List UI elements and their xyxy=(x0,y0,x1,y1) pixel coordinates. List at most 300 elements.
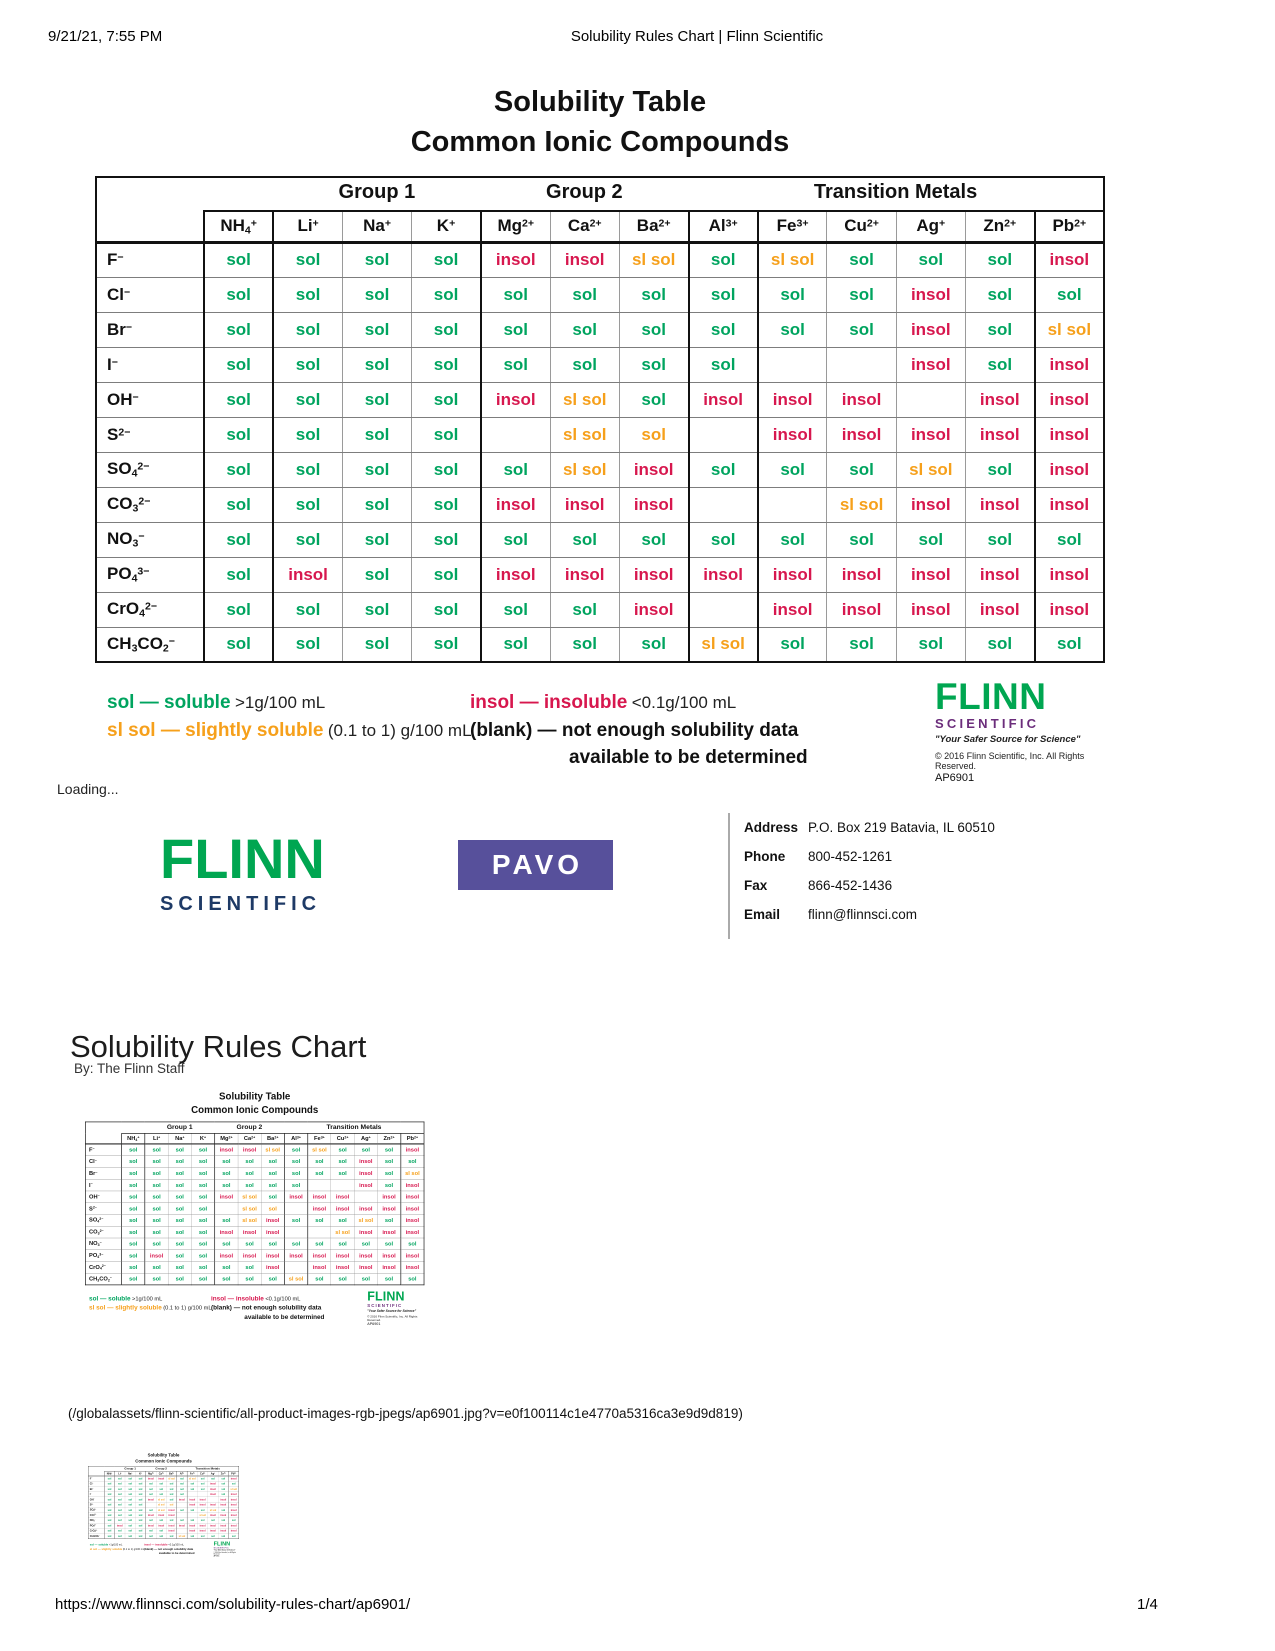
group-label: Transition Metals xyxy=(326,1123,382,1131)
solubility-cell: sol xyxy=(377,1179,400,1191)
solubility-cell: sol xyxy=(354,1238,377,1250)
anion-label: CrO$_4^{2-}$ xyxy=(85,1261,121,1273)
solubility-cell: insol xyxy=(208,1523,218,1528)
solubility-cell: sol xyxy=(125,1523,135,1528)
product-image-link[interactable]: (/globalassets/flinn-scientific/all-product-images-rgb-jpegs/ap6901.jpg?v=e0f100114c1e4770a5316ca3e9d9d819) xyxy=(68,1406,743,1421)
solubility-cell: sol xyxy=(146,1507,156,1512)
product-image-thumbnail-small[interactable] xyxy=(88,1452,241,1559)
solubility-cell: sol xyxy=(168,1191,191,1203)
solubility-chart-card xyxy=(95,82,1105,784)
solubility-cell: sol xyxy=(689,522,758,557)
solubility-cell: sl sol xyxy=(157,1497,165,1501)
solubility-cell: sol xyxy=(758,312,827,347)
solubility-cell: insol xyxy=(146,1523,156,1528)
solubility-cell: insol xyxy=(208,1528,218,1533)
solubility-cell: sol xyxy=(197,1476,207,1481)
solubility-cell: sol xyxy=(104,1518,114,1523)
solubility-cell: sol xyxy=(342,522,411,557)
solubility-cell: insol xyxy=(146,1513,156,1518)
solubility-cell xyxy=(215,1203,238,1215)
cation-header: $Cu^{2+}$ xyxy=(197,1471,207,1476)
solubility-cell: sl sol xyxy=(209,1508,217,1512)
solubility-cell: sl sol xyxy=(238,1203,261,1215)
solubility-cell: sol xyxy=(104,1513,114,1518)
anion-label: CrO$_4^{2-}$ xyxy=(88,1528,104,1533)
anion-label: I− xyxy=(88,1492,104,1497)
solubility-cell: sol xyxy=(191,1203,214,1215)
solubility-table xyxy=(88,1466,239,1539)
solubility-cell: sol xyxy=(273,382,342,417)
solubility-cell: sol xyxy=(331,1167,354,1179)
solubility-cell: sol xyxy=(166,1481,176,1486)
solubility-cell: insol xyxy=(689,557,758,592)
solubility-cell xyxy=(689,487,758,522)
solubility-cell: sol xyxy=(273,242,342,277)
solubility-cell: sol xyxy=(342,277,411,312)
solubility-cell: sol xyxy=(168,1238,191,1250)
solubility-cell: sol xyxy=(412,242,481,277)
solubility-cell: sol xyxy=(168,1203,191,1215)
solubility-cell: sl sol xyxy=(238,1214,261,1226)
solubility-cell: sol xyxy=(191,1156,214,1168)
solubility-cell: insol xyxy=(187,1528,197,1533)
solubility-cell: sol xyxy=(965,452,1034,487)
solubility-cell: sol xyxy=(177,1486,187,1491)
contact-label: Phone xyxy=(744,849,786,864)
contact-value[interactable]: flinn@flinnsci.com xyxy=(808,907,917,922)
cation-header: $Al^{3+}$ xyxy=(689,211,758,242)
solubility-table xyxy=(95,176,1105,663)
solubility-cell: insol xyxy=(308,1191,331,1203)
cation-header: $Ba^{2+}$ xyxy=(619,211,688,242)
solubility-cell: sol xyxy=(125,1481,135,1486)
cation-header: Ag+ xyxy=(208,1471,218,1476)
solubility-cell xyxy=(284,1226,307,1238)
solubility-cell: insol xyxy=(166,1513,176,1518)
solubility-cell: insol xyxy=(965,487,1034,522)
solubility-cell: sol xyxy=(273,452,342,487)
anion-row xyxy=(96,522,1104,557)
solubility-cell: sol xyxy=(342,312,411,347)
solubility-cell: sol xyxy=(827,312,896,347)
solubility-cell: insol xyxy=(354,1250,377,1262)
flinn-logo-subtext: SCIENTIFIC xyxy=(935,716,1040,731)
solubility-cell: sol xyxy=(261,1156,284,1168)
solubility-cell: insol xyxy=(896,557,965,592)
solubility-cell: insol xyxy=(218,1497,228,1502)
solubility-cell: sol xyxy=(208,1533,218,1538)
solubility-cell: sol xyxy=(135,1497,145,1502)
solubility-cell: sol xyxy=(273,487,342,522)
solubility-cell: sol xyxy=(115,1528,125,1533)
solubility-cell: sol xyxy=(187,1533,197,1538)
solubility-cell: sol xyxy=(412,347,481,382)
solubility-cell: sol xyxy=(550,592,619,627)
solubility-cell: sol xyxy=(104,1533,114,1538)
product-image-thumbnail[interactable] xyxy=(85,1090,427,1328)
solubility-cell: sol xyxy=(412,592,481,627)
cation-header: $Cu^{2+}$ xyxy=(827,211,896,242)
solubility-cell: sol xyxy=(115,1476,125,1481)
solubility-cell: sol xyxy=(145,1191,168,1203)
solubility-cell: insol xyxy=(758,382,827,417)
anion-row xyxy=(96,452,1104,487)
anion-label: Br− xyxy=(88,1486,104,1491)
chart-subtitle: Common Ionic Compounds xyxy=(410,126,790,158)
solubility-cell: sol xyxy=(191,1179,214,1191)
solubility-cell: insol xyxy=(1035,417,1104,452)
legend-insol-measure: <0.1g/100 mL xyxy=(631,693,737,712)
solubility-cell: sl sol xyxy=(550,452,619,487)
solubility-cell: sol xyxy=(204,347,273,382)
solubility-cell: sol xyxy=(273,347,342,382)
group-label: Group 2 xyxy=(155,1466,167,1471)
solubility-cell: sol xyxy=(166,1533,176,1538)
solubility-cell: sol xyxy=(481,277,550,312)
solubility-cell: sol xyxy=(215,1214,238,1226)
solubility-cell: sol xyxy=(412,557,481,592)
anion-row xyxy=(85,1238,424,1250)
cation-header: $Cu^{2+}$ xyxy=(331,1133,354,1143)
solubility-cell: sol xyxy=(342,627,411,662)
solubility-cell: insol xyxy=(146,1476,156,1481)
solubility-cell: sol xyxy=(412,627,481,662)
group-header-band xyxy=(122,1122,424,1133)
solubility-cell: sol xyxy=(238,1261,261,1273)
solubility-cell: sl sol xyxy=(308,1144,331,1156)
cation-header: $NH_4^+$ xyxy=(122,1133,145,1143)
solubility-cell: sol xyxy=(218,1507,228,1512)
solubility-cell: sol xyxy=(331,1238,354,1250)
anion-label: $PO_4^{3-}$ xyxy=(88,1523,104,1528)
solubility-cell: sol xyxy=(125,1476,135,1481)
solubility-cell: sol xyxy=(1035,277,1104,312)
solubility-cell: insol xyxy=(238,1226,261,1238)
solubility-cell: sol xyxy=(377,1273,400,1285)
cation-header: $Fe^{3+}$ xyxy=(187,1471,197,1476)
article-byline: By: The Flinn Staff xyxy=(74,1061,185,1076)
solubility-cell: sol xyxy=(215,1179,238,1191)
cation-header: $Zn^{2+}$ xyxy=(965,211,1034,242)
solubility-cell: insol xyxy=(197,1528,207,1533)
solubility-cell: sol xyxy=(168,1144,191,1156)
legend-insol-measure: <0.1g/100 mL xyxy=(168,1543,184,1547)
legend-right-column xyxy=(211,1294,345,1326)
solubility-cell: sol xyxy=(965,242,1034,277)
pavo-logo[interactable] xyxy=(458,840,613,890)
solubility-cell: sol xyxy=(122,1144,145,1156)
solubility-cell: insol xyxy=(965,382,1034,417)
solubility-cell: insol xyxy=(331,1203,354,1215)
chart-title: Solubility Table xyxy=(219,1091,291,1103)
solubility-cell: sol xyxy=(122,1167,145,1179)
solubility-cell: insol xyxy=(228,1497,238,1502)
solubility-cell: insol xyxy=(228,1523,238,1528)
solubility-cell: sol xyxy=(135,1513,145,1518)
solubility-cell: insol xyxy=(550,487,619,522)
solubility-cell: sol xyxy=(550,522,619,557)
solubility-cell: sol xyxy=(104,1476,114,1481)
solubility-cell: sol xyxy=(168,1214,191,1226)
solubility-cell: sol xyxy=(619,627,688,662)
cation-header-row xyxy=(96,211,1104,242)
flinn-logo-subtext: SCIENTIFIC xyxy=(367,1303,403,1309)
solubility-cell: sol xyxy=(135,1528,145,1533)
solubility-cell: sol xyxy=(308,1273,331,1285)
solubility-cell: sl sol xyxy=(331,1226,354,1238)
solubility-cell: insol xyxy=(197,1502,207,1507)
solubility-cell: sl sol xyxy=(189,1477,196,1480)
cation-header: $Al^{3+}$ xyxy=(284,1133,307,1143)
anion-row xyxy=(96,487,1104,522)
solubility-cell: sol xyxy=(377,1167,400,1179)
solubility-cell: insol xyxy=(896,347,965,382)
solubility-cell: sol xyxy=(758,277,827,312)
solubility-cell: sol xyxy=(238,1273,261,1285)
solubility-cell: sol xyxy=(965,522,1034,557)
solubility-cell: sol xyxy=(104,1502,114,1507)
flinn-scientific-logo[interactable] xyxy=(160,827,325,916)
group-label: Transition Metals xyxy=(195,1466,220,1471)
solubility-cell: insol xyxy=(377,1261,400,1273)
anion-label: $PO_4^{3-}$ xyxy=(96,557,204,592)
solubility-cell: insol xyxy=(197,1497,207,1502)
solubility-cell: sol xyxy=(619,312,688,347)
group-label: Group 2 xyxy=(236,1123,263,1131)
solubility-cell: insol xyxy=(218,1528,228,1533)
solubility-cell: insol xyxy=(827,557,896,592)
solubility-cell: insol xyxy=(218,1502,228,1507)
solubility-cell: insol xyxy=(689,382,758,417)
print-header-datetime: 9/21/21, 7:55 PM xyxy=(48,28,163,45)
solubility-cell: insol xyxy=(354,1179,377,1191)
cation-header: Na+ xyxy=(125,1471,135,1476)
solubility-cell: insol xyxy=(758,592,827,627)
solubility-cell: insol xyxy=(377,1226,400,1238)
solubility-cell: insol xyxy=(284,1191,307,1203)
chart-subtitle: Common Ionic Compounds xyxy=(191,1104,319,1116)
cation-header: $Zn^{2+}$ xyxy=(218,1471,228,1476)
anion-label: I− xyxy=(96,347,204,382)
solubility-cell: insol xyxy=(1035,487,1104,522)
solubility-cell: sol xyxy=(122,1203,145,1215)
solubility-cell: sol xyxy=(135,1492,145,1497)
anion-row xyxy=(85,1226,424,1238)
solubility-cell: sol xyxy=(115,1497,125,1502)
solubility-cell: insol xyxy=(261,1261,284,1273)
solubility-cell: sol xyxy=(965,277,1034,312)
solubility-cell: sol xyxy=(125,1533,135,1538)
solubility-cell xyxy=(689,417,758,452)
solubility-cell: insol xyxy=(228,1476,238,1481)
solubility-cell: sol xyxy=(122,1191,145,1203)
legend-sol-measure: >1g/100 mL xyxy=(234,693,326,712)
solubility-cell: sol xyxy=(166,1518,176,1523)
solubility-cell: sol xyxy=(215,1273,238,1285)
solubility-cell: sol xyxy=(1035,627,1104,662)
anion-row xyxy=(85,1261,424,1273)
group-label: Transition Metals xyxy=(813,181,978,203)
solubility-cell: sol xyxy=(156,1492,166,1497)
solubility-cell: sol xyxy=(191,1167,214,1179)
solubility-cell: sol xyxy=(166,1492,176,1497)
solubility-cell: sl sol xyxy=(827,487,896,522)
anion-label: $CH_3CO_2^-$ xyxy=(96,627,204,662)
anion-label: $NO_3^-$ xyxy=(96,522,204,557)
solubility-cell: sol xyxy=(827,452,896,487)
solubility-cell: sol xyxy=(156,1533,166,1538)
solubility-cell: insol xyxy=(177,1497,187,1502)
anion-row xyxy=(85,1167,424,1179)
solubility-cell: sol xyxy=(550,347,619,382)
anion-label: Cl− xyxy=(85,1156,121,1168)
solubility-cell: sol xyxy=(177,1476,187,1481)
solubility-cell: insol xyxy=(619,592,688,627)
flinn-logo-small xyxy=(214,1541,239,1557)
solubility-cell: insol xyxy=(619,452,688,487)
legend-sol-measure: >1g/100 mL xyxy=(108,1543,123,1547)
solubility-cell: sol xyxy=(166,1497,176,1502)
solubility-cell: insol xyxy=(331,1261,354,1273)
anion-label: $NO_3^-$ xyxy=(88,1518,104,1523)
solubility-cell: sol xyxy=(125,1486,135,1491)
solubility-cell: sol xyxy=(412,487,481,522)
legend-insol-term: insol — insoluble xyxy=(470,692,628,713)
anion-row xyxy=(96,312,1104,347)
solubility-cell: sl sol xyxy=(550,382,619,417)
solubility-cell: sol xyxy=(689,452,758,487)
anion-row xyxy=(85,1203,424,1215)
anion-label: I− xyxy=(85,1179,121,1191)
solubility-cell: sol xyxy=(412,382,481,417)
legend-right-column xyxy=(144,1543,204,1557)
cation-header: K+ xyxy=(412,211,481,242)
solubility-cell: sol xyxy=(135,1533,145,1538)
solubility-cell: sol xyxy=(261,1179,284,1191)
solubility-cell: sol xyxy=(331,1273,354,1285)
solubility-cell: insol xyxy=(827,382,896,417)
legend-blank-term: (blank) — not enough solubility data xyxy=(470,720,799,741)
solubility-cell: sol xyxy=(331,1156,354,1168)
solubility-cell: sol xyxy=(354,1144,377,1156)
solubility-cell: sol xyxy=(145,1156,168,1168)
solubility-cell: sol xyxy=(191,1273,214,1285)
solubility-cell: sol xyxy=(273,417,342,452)
solubility-cell: sol xyxy=(135,1507,145,1512)
solubility-cell: sol xyxy=(218,1476,228,1481)
solubility-cell: insol xyxy=(261,1226,284,1238)
solubility-cell: insol xyxy=(354,1226,377,1238)
solubility-cell: sol xyxy=(145,1203,168,1215)
solubility-cell: insol xyxy=(218,1513,228,1518)
solubility-cell: sol xyxy=(228,1518,238,1523)
solubility-cell: insol xyxy=(208,1492,218,1497)
solubility-cell xyxy=(308,1179,331,1191)
solubility-cell: sol xyxy=(308,1214,331,1226)
anion-label: $S^{2-}$ xyxy=(88,1502,104,1507)
solubility-cell: sol xyxy=(125,1492,135,1497)
solubility-cell: sol xyxy=(689,312,758,347)
solubility-cell: sol xyxy=(146,1492,156,1497)
solubility-cell: sol xyxy=(156,1528,166,1533)
flinn-logo-small xyxy=(935,676,1105,784)
solubility-cell: sol xyxy=(122,1250,145,1262)
solubility-cell: insol xyxy=(156,1476,166,1481)
solubility-cell: sl sol xyxy=(354,1214,377,1226)
solubility-cell: sol xyxy=(104,1528,114,1533)
solubility-cell: insol xyxy=(965,557,1034,592)
solubility-cell: sol xyxy=(481,592,550,627)
anion-row xyxy=(85,1156,424,1168)
solubility-cell: insol xyxy=(187,1497,197,1502)
solubility-cell: sol xyxy=(284,1144,307,1156)
solubility-cell: sl sol xyxy=(619,242,688,277)
solubility-cell: sol xyxy=(342,592,411,627)
solubility-cell: insol xyxy=(208,1513,218,1518)
solubility-cell: sol xyxy=(115,1518,125,1523)
solubility-cell: insol xyxy=(401,1144,424,1156)
copyright-text: © 2016 Flinn Scientific, Inc. All Rights Reserved. xyxy=(367,1314,418,1322)
solubility-chart-card xyxy=(88,1452,239,1557)
product-code: AP6901 xyxy=(367,1321,381,1326)
solubility-cell: insol xyxy=(228,1528,238,1533)
solubility-cell xyxy=(354,1191,377,1203)
solubility-cell: sol xyxy=(177,1492,187,1497)
solubility-cell: sol xyxy=(135,1481,145,1486)
cation-header: $Ca^{2+}$ xyxy=(550,211,619,242)
anion-label: $SO_4^{2-}$ xyxy=(85,1214,121,1226)
legend-slsol-measure: (0.1 to 1) g/100 mL xyxy=(327,721,472,740)
legend-sol-term: sol — soluble xyxy=(89,1294,131,1303)
anion-label: $S^{2-}$ xyxy=(85,1203,121,1215)
flinn-logo-wordmark: FLINN xyxy=(367,1289,405,1304)
solubility-cell: insol xyxy=(156,1513,166,1518)
solubility-cell: sol xyxy=(191,1226,214,1238)
solubility-cell: sol xyxy=(115,1507,125,1512)
solubility-cell: sol xyxy=(191,1238,214,1250)
contact-row-address xyxy=(744,819,1088,836)
solubility-cell: insol xyxy=(215,1191,238,1203)
solubility-cell: sol xyxy=(156,1518,166,1523)
anion-label: F− xyxy=(88,1476,104,1481)
loading-text: Loading... xyxy=(57,781,119,797)
group-label: Group 1 xyxy=(124,1466,136,1471)
chart-title: Solubility Table xyxy=(147,1452,180,1458)
solubility-cell: sol xyxy=(284,1238,307,1250)
solubility-cell: sol xyxy=(122,1273,145,1285)
chart-title: Solubility Table xyxy=(493,86,707,118)
solubility-cell: insol xyxy=(1035,557,1104,592)
solubility-cell: sol xyxy=(550,627,619,662)
solubility-cell xyxy=(896,382,965,417)
solubility-cell: sol xyxy=(145,1261,168,1273)
solubility-cell: sol xyxy=(550,277,619,312)
solubility-cell: sol xyxy=(284,1156,307,1168)
solubility-cell: insol xyxy=(145,1250,168,1262)
solubility-cell: sol xyxy=(228,1533,238,1538)
solubility-cell: sol xyxy=(104,1497,114,1502)
solubility-cell: insol xyxy=(758,557,827,592)
solubility-cell: sol xyxy=(122,1214,145,1226)
solubility-cell: sl sol xyxy=(238,1191,261,1203)
anion-row xyxy=(96,277,1104,312)
flinn-logo-small xyxy=(367,1291,424,1326)
legend-blank-term-line2: available to be determined xyxy=(569,747,808,768)
solubility-cell: sol xyxy=(145,1144,168,1156)
solubility-cell: sol xyxy=(104,1481,114,1486)
solubility-cell: insol xyxy=(619,487,688,522)
legend-blank-term-line2: available to be determined xyxy=(244,1313,325,1321)
